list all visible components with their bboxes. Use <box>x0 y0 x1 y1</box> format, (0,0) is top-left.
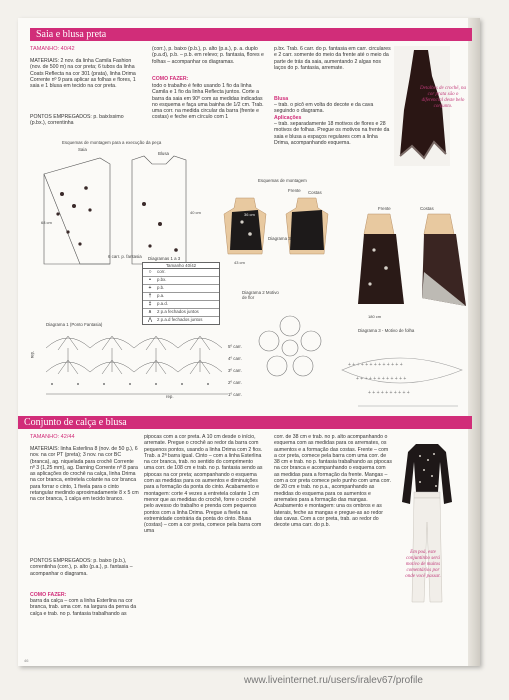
legend-symbol-icon: + <box>148 285 152 291</box>
page-spine <box>468 18 480 666</box>
saia-height-label: 68 cm <box>41 220 52 225</box>
legend-box <box>142 262 220 325</box>
section1-apps-label: Aplicações <box>274 115 302 121</box>
legend-symbol-icon: ‡ <box>148 301 152 307</box>
legend-label: 2 p.a.d fechados juntos <box>157 317 203 322</box>
section1-points: PONTOS EMPREGADOS: p. baixíssimo (p.bx.), correntinha <box>30 114 124 127</box>
legend-row <box>143 301 219 309</box>
montage-right-diagram <box>218 194 468 324</box>
row-label: 2º carr. <box>228 380 242 385</box>
legend-symbol-icon: ○ <box>148 269 152 275</box>
row-label: 4º carr. <box>228 356 242 361</box>
legend-row <box>143 277 219 285</box>
legend-row <box>143 309 219 317</box>
legend-label: p.a. <box>157 293 165 298</box>
section2-how-text: barra da calça – com a linha Esterlina na cor branca, trab. uma corr. na largura da perna da calça e trab. no p. fantasia trabalhando as <box>30 598 137 617</box>
section1-title-bar: Saia e blusa preta <box>30 28 472 41</box>
montage-right-caption: Esquemas de montagem <box>258 178 307 183</box>
legend-size: Tamanho 40/42 <box>143 263 219 269</box>
carr-fantasia-label: 6 carr. p. fantasia <box>108 254 142 259</box>
diagram-3b-label: Diagrama 3 - Motivo de folha <box>358 328 415 333</box>
legend-label: p.a.d. <box>157 301 168 306</box>
blusa-label: Blusa <box>158 151 169 156</box>
section2-points: PONTOS EMPREGADOS: p. baixo (p.b.), correntinha (corr.), p. alto (p.a.), p. fantasia – acompanhar o diagrama. <box>30 558 133 577</box>
frente-label-2: Frente <box>378 206 391 211</box>
diagram-1-stitch-chart <box>38 328 238 404</box>
section2-how-label: COMO FAZER: <box>30 592 67 598</box>
row-label: 5º carr. <box>228 344 242 349</box>
section1-col2-b: todo o trabalho é feito usando 1 fio da linha Camila e 1 fio da linha Reflecta juntos. Corte a barra da saia em 90º com as medidas indicadas no esquema e faça uma bainha de 1/2 cm. Trab. uma corr. na medida circular da barra (frente e costas) e feche em círculo com 1 <box>152 83 264 121</box>
section1-size: TAMANHO: 40/42 <box>30 46 75 52</box>
section1-col3: p.bx. Trab. 6 carr. do p. fantasia em carr. circulares e 2 carr. somente do meio da frente até o meio da parte de trás da saia, aumentando 2 algas nos laços do p. fantasia, arrematе. <box>274 46 391 71</box>
section1-col3-c: – trab. separadamente 18 motivos de flores e 28 motivos de folhas. Pregue os motivos na frente da saia e blusa a espaços regulares com a linha Drima, acompanhando esquema. <box>274 121 390 146</box>
leaf-motif-diagram <box>338 336 468 426</box>
section1-side-note: Detalhes de crochê, na cor prata são o diferencial deste belo conjunto. <box>420 86 466 109</box>
legend-symbol-icon: ⋀ <box>147 317 153 323</box>
legend-label: corr. <box>157 269 166 274</box>
legend-label: p.b. <box>157 285 165 290</box>
section2-title-bar: Conjunto de calça e blusa <box>18 416 472 429</box>
pants-outfit-photo <box>394 442 460 612</box>
legend-row <box>143 269 219 277</box>
section1-blouse-label: Blusa <box>274 96 289 102</box>
section2-size: TAMANHO: 42/44 <box>30 434 75 440</box>
section2-col3: corr. de 38 cm e trab. no p. alto acompanhando o esquema com as medidas para os arremates, os aumentos e a formação das costas. Frente – com a cor preta, comece pela barra com uma corr. de 38 cm e trab. no p. fantasia trabalhando as pipocas na cor branca e acompanhando o esquema com as medidas para a formação da frente. Mangas – com a cor preta comece pelo punho com uma corr. de 20 cm e trab. no p.a., acompanhando as medidas do esquema para os aumentos e arremates para a formação das mangas. Acabamento e montagem: una os ombros e as laterais, feche as mangas e pregue-as ao redor das cavas. Com a cor preta, trab. ao redor do decote uma carr. do p.b. <box>274 434 392 529</box>
section2-materials: MATERIAIS: linha Esterlina 8 (nov. de 50 g.), 6 nov. na cor PT (preta); 3 nov. na cor BC (branca), ag. niquelada para crochê Corrente nº 3 (1,25 mm), ag. Darning Corrente nº 8 para as aplicações do crochê na calça, linha Drima na cor branca, entretela colante na cor branca para forrar o cinto, 1 fivela para o cinto retangular medindo aproximadamente 8 x 5 cm na cor branca, 1 calça em tecido branco. <box>30 446 139 503</box>
skirt-hem-label: 180 cm <box>368 314 382 319</box>
legend-row <box>143 285 219 293</box>
diagram-1-label: Diagrama 1 (Ponto Fantasia) <box>46 322 103 327</box>
rep-label-left: rep. <box>29 350 35 359</box>
section2-col2: pipocas com a cor preta. A 10 cm desde o início, arremate. Pregue o crochê ao redor da barra com pequenos pontos, usando a linha Drima com 2 fios. Trab. a 2ª barra igual. Cinto – com a linha Esterlina na cor branca, trab. no sentido do comprimento uma corr. de 108 cm e trab. no p. fantasia sendo as pipocas na cor preta; acompanhando o esquema com as medidas para os aumentos e diminuições para a formação da ponta do cinto. Acabamento e montagem: corte 4 vezes a entretela colante 1 cm menor que as medidas do crochê, forre o crochê pelo avesso do trabalho e prenda com pequenos pontos com a linha Drima. Pregue a fivela na extremidade contrária da ponta do cinto. Blusa (costas) – com a cor preta, comece pela barra com uma <box>144 434 263 535</box>
section2-side-note: Em poá, este conjuntinho será motivo de muitos comentários por onde você passar. <box>405 550 441 579</box>
legend-symbol-icon: • <box>149 277 151 283</box>
costas-label-2: Costas <box>420 206 434 211</box>
legend-row <box>143 293 219 301</box>
legend-symbol-icon: † <box>148 293 152 299</box>
svg-text:+ + + + + + + + + + + +: + + + + + + + + + + + + <box>356 376 407 382</box>
svg-text:+ + + + + + + + + + + + +: + + + + + + + + + + + + + <box>348 362 403 368</box>
diagram-13-label: Diagramas 1 a 3 <box>148 256 181 261</box>
rep-label-bottom: rep. <box>166 394 174 399</box>
flower-motif-diagram <box>250 308 330 388</box>
section1-how-label: COMO FAZER: <box>152 76 189 82</box>
magazine-page <box>18 18 480 666</box>
blouse-hem-label: 43 cm <box>234 260 245 265</box>
diagram-3-label: Diagrama 3 <box>268 236 291 241</box>
row-label: 1º carr. <box>228 392 242 397</box>
diagram-2-label: Diagrama 2 Motivo de flor <box>242 290 279 300</box>
blusa-width-label: 40 cm <box>190 210 201 215</box>
svg-text:+ + + + + + + + + +: + + + + + + + + + + <box>368 390 410 396</box>
legend-label: 2 p.a fechados juntos <box>157 309 199 314</box>
frente-label: Frente <box>288 188 301 193</box>
blouse-width-label: 36 cm <box>244 212 255 217</box>
row-label: 3º carr. <box>228 368 242 373</box>
footer-url: www.liveinternet.ru/users/iralev67/profile <box>244 675 423 686</box>
section1-col3-b: – trab. o picô em volta do decote e da cava seguindo o diagrama. <box>274 102 374 115</box>
page-number: 46 <box>24 658 29 663</box>
legend-symbol-icon: ∧ <box>148 309 152 315</box>
costas-label: Costas <box>308 190 322 195</box>
legend-label: p.bx. <box>157 277 167 282</box>
montage-left-caption: Esquemas de montagem para a execução da peça <box>62 140 162 145</box>
section1-materials: MATERIAIS: 2 nov. da linha Camila Fashion (nov. de 500 m) na cor preta; 6 tubos da linha Coats Reflecta na cor 301 (prata), linha Drima Corrente nº 9 para aplicar as folhas e flores, 1 saia e 1 blusa em tecido na cor preta. <box>30 58 136 90</box>
legend-row <box>143 317 219 324</box>
section1-col2-a: (corr.), p. baixo (p.b.), p. alto (p.a.), p. a. duplo (p.a.d), p.b. – p.b. em relevo; p. fantasia, flores e folhas – acompanhar os diagramas. <box>152 46 264 65</box>
saia-label: Saia <box>78 147 87 152</box>
